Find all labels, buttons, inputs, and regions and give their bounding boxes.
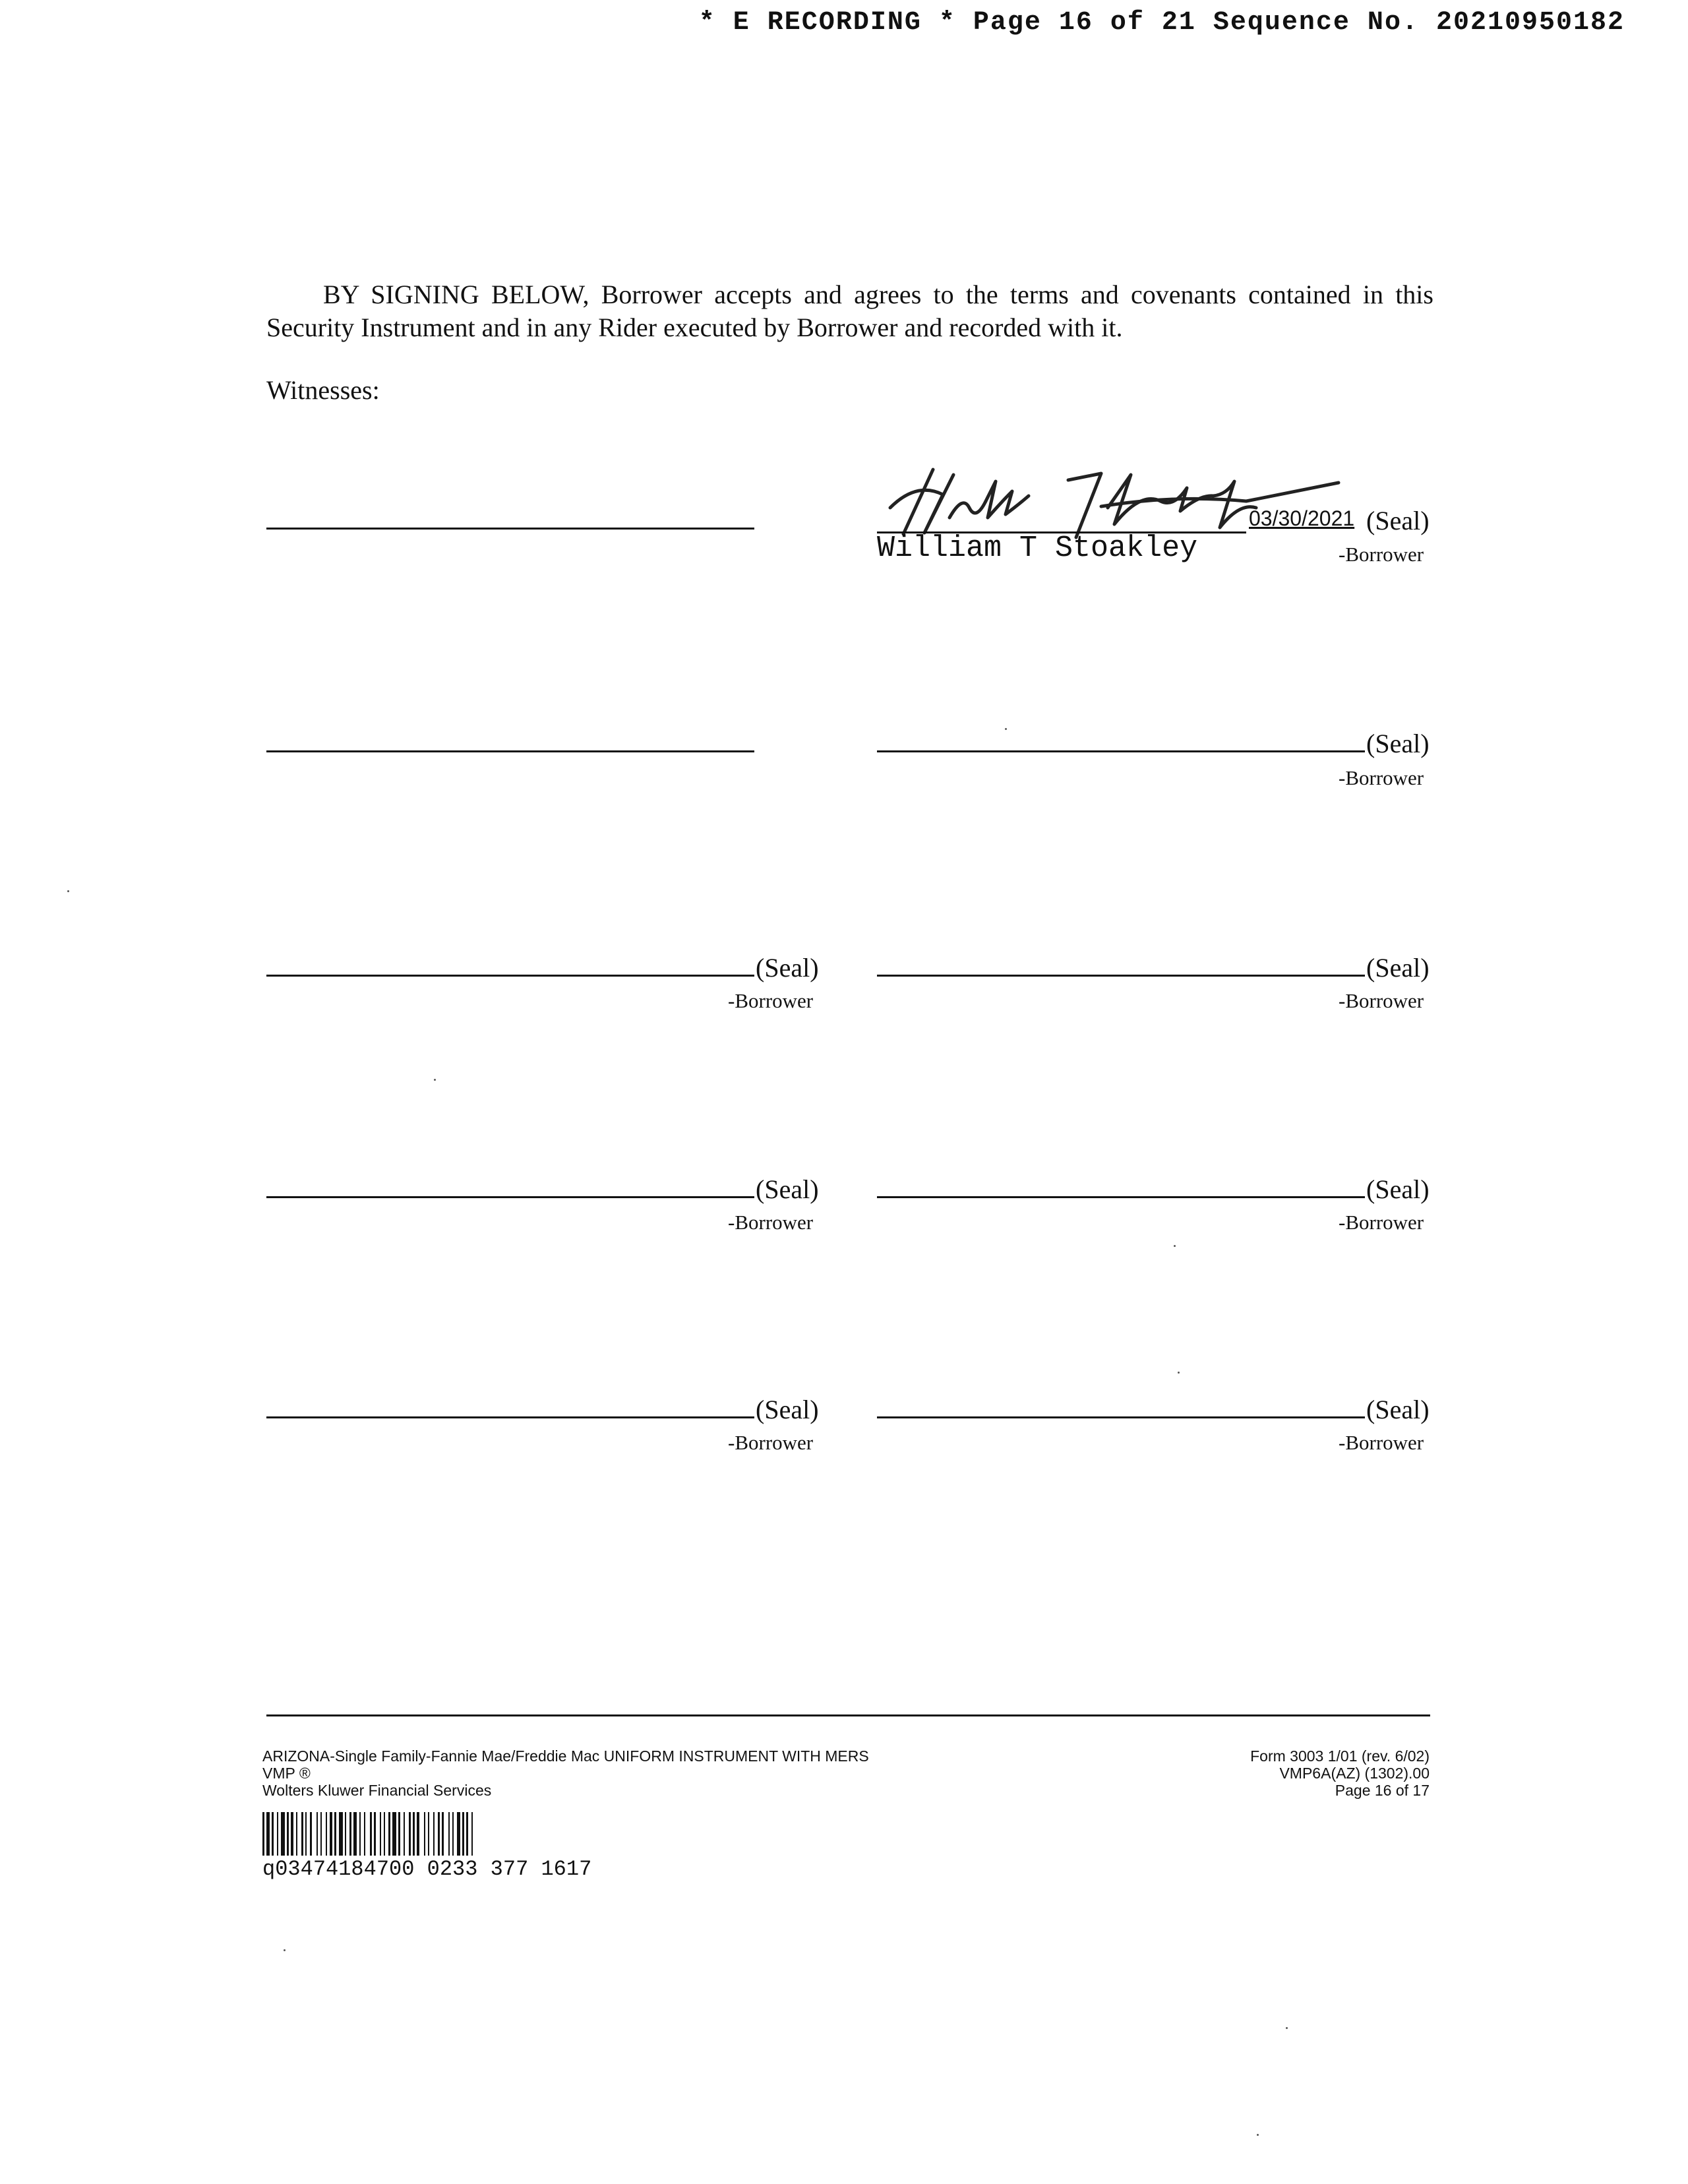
barcode-bar	[281, 1812, 285, 1856]
signature-date: 03/30/2021	[1249, 506, 1355, 530]
barcode-bar	[291, 1812, 293, 1856]
barcode-bar	[262, 1812, 264, 1856]
barcode-bar	[320, 1812, 322, 1856]
barcode-bar	[438, 1812, 440, 1856]
borrower-role-label: -Borrower	[728, 1431, 814, 1454]
barcode-bar	[334, 1812, 336, 1856]
barcode-bar	[301, 1812, 303, 1856]
scan-speck	[1174, 1245, 1176, 1247]
footer-vmp: VMP ®	[262, 1765, 311, 1782]
barcode-bar	[471, 1812, 473, 1856]
barcode-bar	[380, 1812, 381, 1856]
seal-label: (Seal)	[1366, 953, 1430, 983]
footer-form-id: Form 3003 1/01 (rev. 6/02)	[1250, 1747, 1430, 1765]
barcode-bar	[266, 1812, 270, 1856]
barcode-bar	[462, 1812, 464, 1856]
barcode-bar	[466, 1812, 468, 1856]
scan-speck	[1005, 728, 1007, 730]
witness-line-2	[266, 750, 754, 752]
barcode-bar	[326, 1812, 327, 1856]
borrower-role-label: -Borrower	[1339, 766, 1424, 789]
seal-label: (Seal)	[1366, 1174, 1430, 1204]
borrower-line-3	[266, 975, 754, 977]
scan-speck	[434, 1079, 436, 1081]
barcode-bar	[392, 1812, 396, 1856]
borrower-role-label: -Borrower	[1339, 1211, 1424, 1234]
barcode-bar	[305, 1812, 307, 1856]
witnesses-label: Witnesses:	[266, 375, 380, 405]
borrower-typed-name: William T Stoakley	[877, 531, 1198, 565]
scan-speck	[67, 890, 69, 892]
seal-label: (Seal)	[1366, 506, 1430, 535]
barcode-bar	[359, 1812, 361, 1856]
scan-speck	[284, 1949, 286, 1951]
barcode-bar	[374, 1812, 376, 1856]
barcode-bar	[433, 1812, 435, 1856]
signing-paragraph: BY SIGNING BELOW, Borrower accepts and agrees to the terms and covenants contained in this Security Instrument and in any Rider executed by Borrower and recorded with it.	[266, 280, 1433, 342]
barcode-bar	[409, 1812, 411, 1856]
borrower-line-6	[877, 1196, 1365, 1198]
borrower-line-4	[877, 975, 1365, 977]
borrower-line-5	[266, 1196, 754, 1198]
barcode-bar	[349, 1812, 351, 1856]
barcode-bar	[370, 1812, 372, 1856]
barcode-bar	[364, 1812, 365, 1856]
barcode-bar	[388, 1812, 390, 1856]
barcode-bar	[424, 1812, 425, 1856]
borrower-role-label: -Borrower	[728, 989, 814, 1012]
barcode-bar	[277, 1812, 278, 1856]
barcode-bar	[339, 1812, 343, 1856]
barcode-bar	[452, 1812, 454, 1856]
borrower-role-label: -Borrower	[1339, 1431, 1424, 1454]
barcode-bar	[404, 1812, 405, 1856]
barcode-bar	[287, 1812, 289, 1856]
barcode-bar	[457, 1812, 460, 1856]
scan-speck	[1286, 2027, 1288, 2029]
barcode-bar	[316, 1812, 318, 1856]
recording-stamp: * E RECORDING * Page 16 of 21 Sequence No. 20210950182	[698, 8, 1625, 38]
barcode-bar	[428, 1812, 429, 1856]
seal-label: (Seal)	[756, 953, 819, 983]
borrower-role-label: -Borrower	[1339, 989, 1424, 1012]
barcode-bar	[345, 1812, 346, 1856]
witness-line-1	[266, 528, 754, 530]
barcode-bar	[413, 1812, 415, 1856]
footer-rule	[266, 1714, 1430, 1716]
scan-speck	[1257, 2134, 1259, 2136]
seal-label: (Seal)	[756, 1395, 819, 1424]
seal-label: (Seal)	[1366, 1395, 1430, 1424]
footer-page-number: Page 16 of 17	[1335, 1782, 1430, 1799]
footer-publisher: Wolters Kluwer Financial Services	[262, 1782, 492, 1799]
borrower-line-2	[877, 750, 1365, 752]
barcode-bar	[296, 1812, 297, 1856]
barcode-bar	[272, 1812, 274, 1856]
footer-form-info	[262, 1747, 869, 1799]
seal-label: (Seal)	[756, 1174, 819, 1204]
borrower-line-7	[266, 1416, 754, 1418]
barcode-bar	[330, 1812, 332, 1856]
borrower-line-8	[877, 1416, 1365, 1418]
barcode	[262, 1812, 717, 1856]
footer-form-number	[1250, 1747, 1430, 1799]
borrower-role-label: -Borrower	[1339, 543, 1424, 566]
barcode-bar	[417, 1812, 419, 1856]
footer-instrument-title: ARIZONA-Single Family-Fannie Mae/Freddie Mac UNIFORM INSTRUMENT WITH MERS	[262, 1747, 869, 1765]
barcode-bar	[448, 1812, 450, 1856]
seal-label: (Seal)	[1366, 729, 1430, 758]
barcode-bar	[398, 1812, 400, 1856]
barcode-bar	[353, 1812, 357, 1856]
borrower-role-label: -Borrower	[728, 1211, 814, 1234]
footer-vmp-code: VMP6A(AZ) (1302).00	[1279, 1765, 1430, 1782]
barcode-bar	[442, 1812, 444, 1856]
barcode-bar	[384, 1812, 385, 1856]
barcode-number: q03474184700 0233 377 1617	[262, 1857, 592, 1881]
scan-speck	[1178, 1372, 1180, 1374]
barcode-bar	[310, 1812, 312, 1856]
